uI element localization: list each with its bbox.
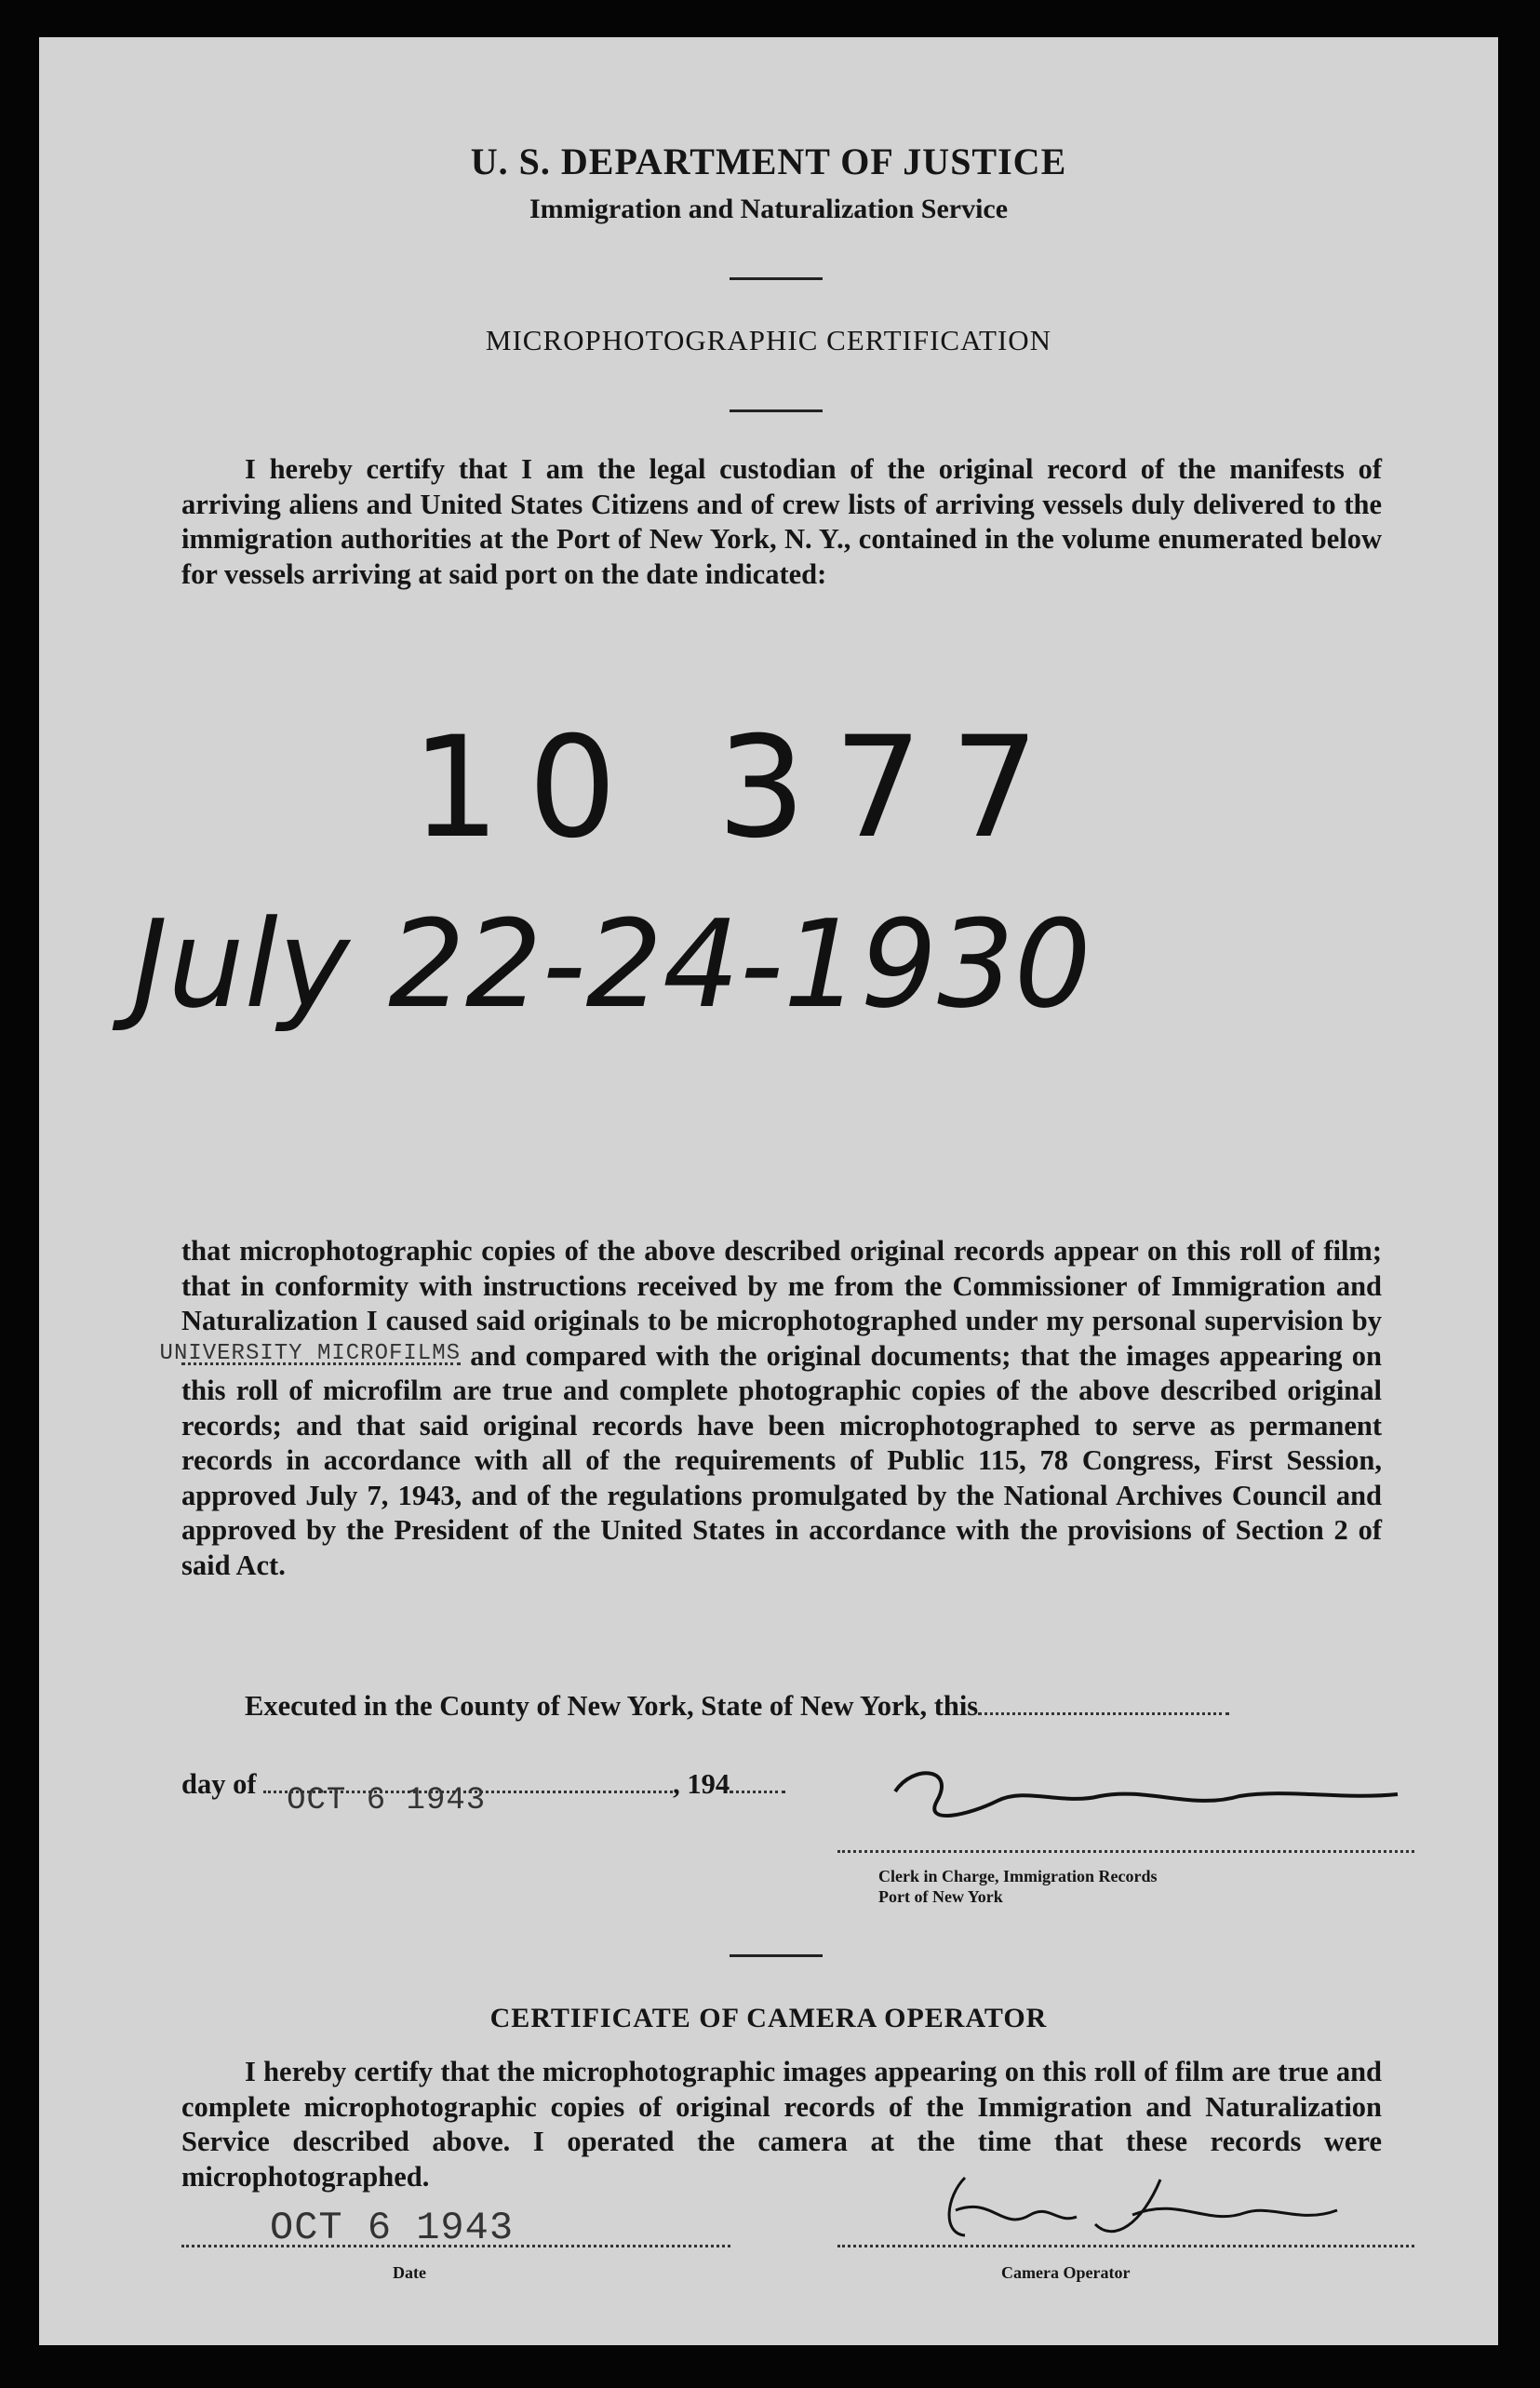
clerk-location: Port of New York (878, 1887, 1003, 1906)
handwritten-volume-number: 10 377 (411, 707, 1067, 869)
day-of-line: day of OCT 6 1943 , 194 (181, 1768, 785, 1801)
date-label: Date (393, 2263, 426, 2282)
divider-title (730, 409, 823, 412)
camera-certificate-title: CERTIFICATE OF CAMERA OPERATOR (489, 2003, 1048, 2033)
certification-title: MICROPHOTOGRAPHIC CERTIFICATION (485, 324, 1052, 356)
university-microfilms-stamp: UNIVERSITY MICROFILMS (159, 1340, 461, 1366)
clerk-signature (877, 1759, 1416, 1843)
operator-line (837, 2245, 1414, 2247)
handwritten-date-range: July 22-24-1930 (132, 893, 1091, 1035)
divider-bottom (730, 1954, 823, 1957)
intro-paragraph: I hereby certify that I am the legal custodian of the original record of the manifests of arriving aliens and United States Citizens and of crew lists of arriving vessels duly delivered to the immigration authorities at the Port of New York, N. Y., contained in the volume enumerated below for vessels arriving at said port on the date indicated: (181, 453, 1382, 590)
divider-top (730, 277, 823, 280)
camera-certificate-paragraph: I hereby certify that the microphotographic images appearing on this roll of film are true and complete microphotographic copies of original records of the Immigration and Naturalization Service described above. I operated the camera at the time that these records were microphotographed. (181, 2056, 1382, 2193)
certificate-page (39, 37, 1498, 2345)
department-heading: U. S. DEPARTMENT OF JUSTICE (470, 141, 1067, 182)
service-subheading: Immigration and Naturalization Service (529, 194, 1009, 224)
clerk-signature-line (837, 1850, 1414, 1853)
executed-line: Executed in the County of New York, State of New York, this (245, 1690, 1229, 1723)
clerk-title: Clerk in Charge, Immigration Records (878, 1867, 1158, 1885)
operator-label: Camera Operator (1001, 2263, 1131, 2282)
camera-date-stamp: OCT 6 1943 (270, 2206, 515, 2250)
execution-date-stamp: OCT 6 1943 (287, 1783, 487, 1818)
body-paragraph: that microphotographic copies of the above described original records appear on this roll of film; that in conformity with instructions received by me from the Commissioner of Immigration and Naturalization I caused said originals to be microphotographed under my personal supervision by UNIVERSITY MICROFILMS and compared with the original documents; that the images appearing on this roll of microfilm are true and complete photographic copies of the above described original records; and that said original records have been microphotographed to serve as permanent records in accordance with all of the requirements of Public 115, 78 Congress, First Session, approved July 7, 1943, and of the regulations promulgated by the National Archives Council and approved by the President of the United States in accordance with the provisions of Section 2 of said Act. (159, 1235, 1382, 1581)
supervisor-line (159, 1340, 461, 1366)
operator-signature (909, 2159, 1356, 2252)
